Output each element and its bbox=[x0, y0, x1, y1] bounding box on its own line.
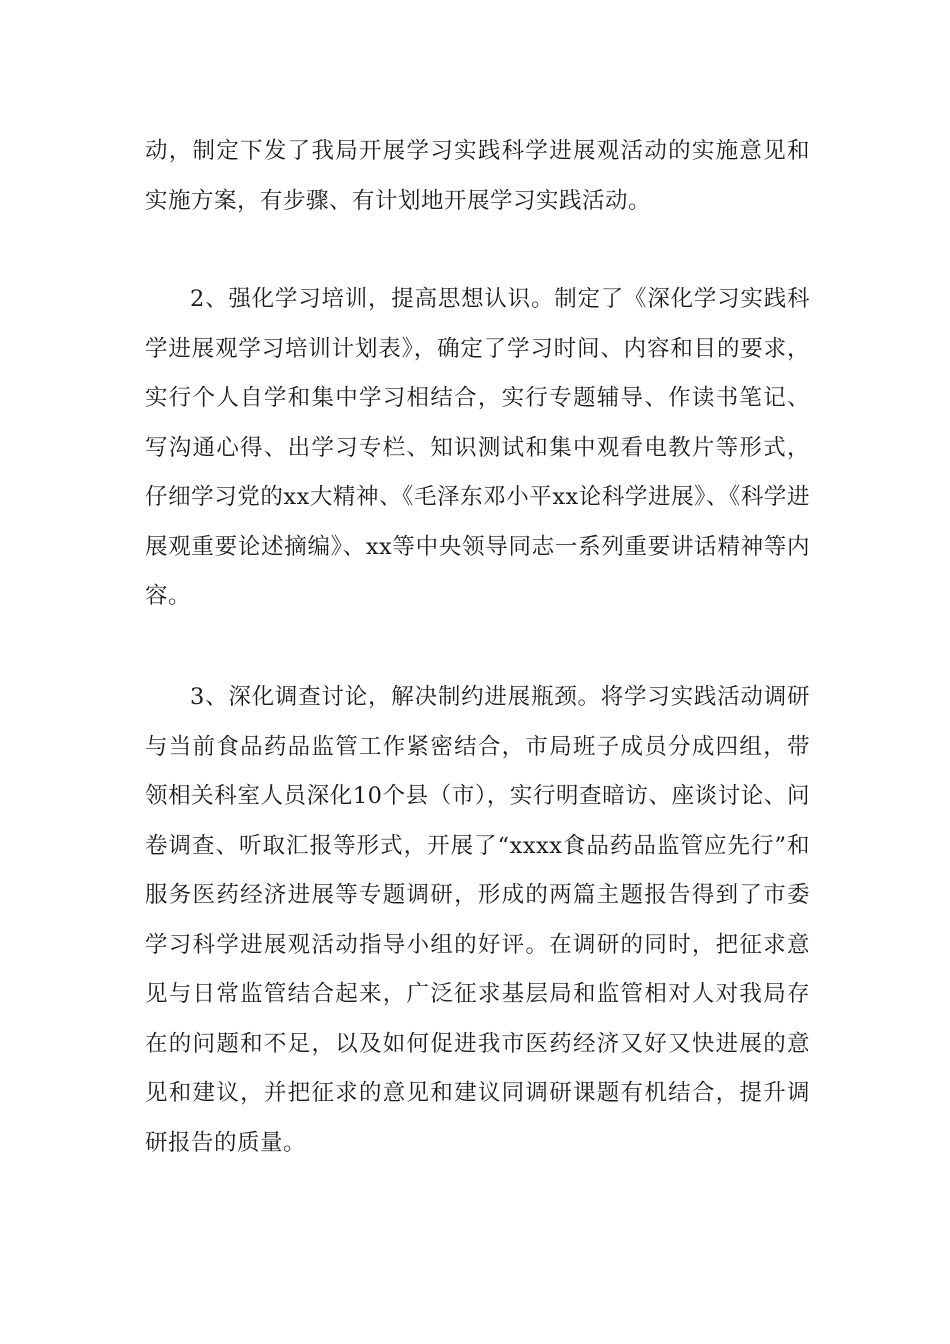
paragraph-training: 2、强化学习培训，提高思想认识。制定了《深化学习实践科学进展观学习培训计划表》，确定了学习时间、内容和目的要求，实行个人自学和集中学习相结合，实行专题辅导、作读书笔记、写沟通心得、出学习专栏、知识测试和集中观看电教片等形式，仔细学习党的xx大精神、《毛泽东邓小平xx论科学进展》、《科学进展观重要论述摘编》、xx等中央领导同志一系列重要讲话精神等内容。 bbox=[145, 286, 810, 609]
paragraph-research: 3、深化调查讨论，解决制约进展瓶颈。将学习实践活动调研与当前食品药品监管工作紧密结合，市局班子成员分成四组，带领相关科室人员深化10个县（市），实行明查暗访、座谈讨论、问卷调查、听取汇报等形式，开展了“xxxx食品药品监管应先行”和服务医药经济进展等专题调研，形成的两篇主题报告得到了市委学习科学进展观活动指导小组的好评。在调研的同时，把征求意见与日常监管结合起来，广泛征求基层局和监管相对人对我局存在的问题和不足，以及如何促进我市医药经济又好又快进展的意见和建议，并把征求的意见和建议同调研课题有机结合，提升调研报告的质量。 bbox=[145, 684, 810, 1156]
paragraph-continuation: 动，制定下发了我局开展学习实践科学进展观活动的实施意见和实施方案，有步骤、有计划地开展学习实践活动。 bbox=[145, 138, 810, 214]
